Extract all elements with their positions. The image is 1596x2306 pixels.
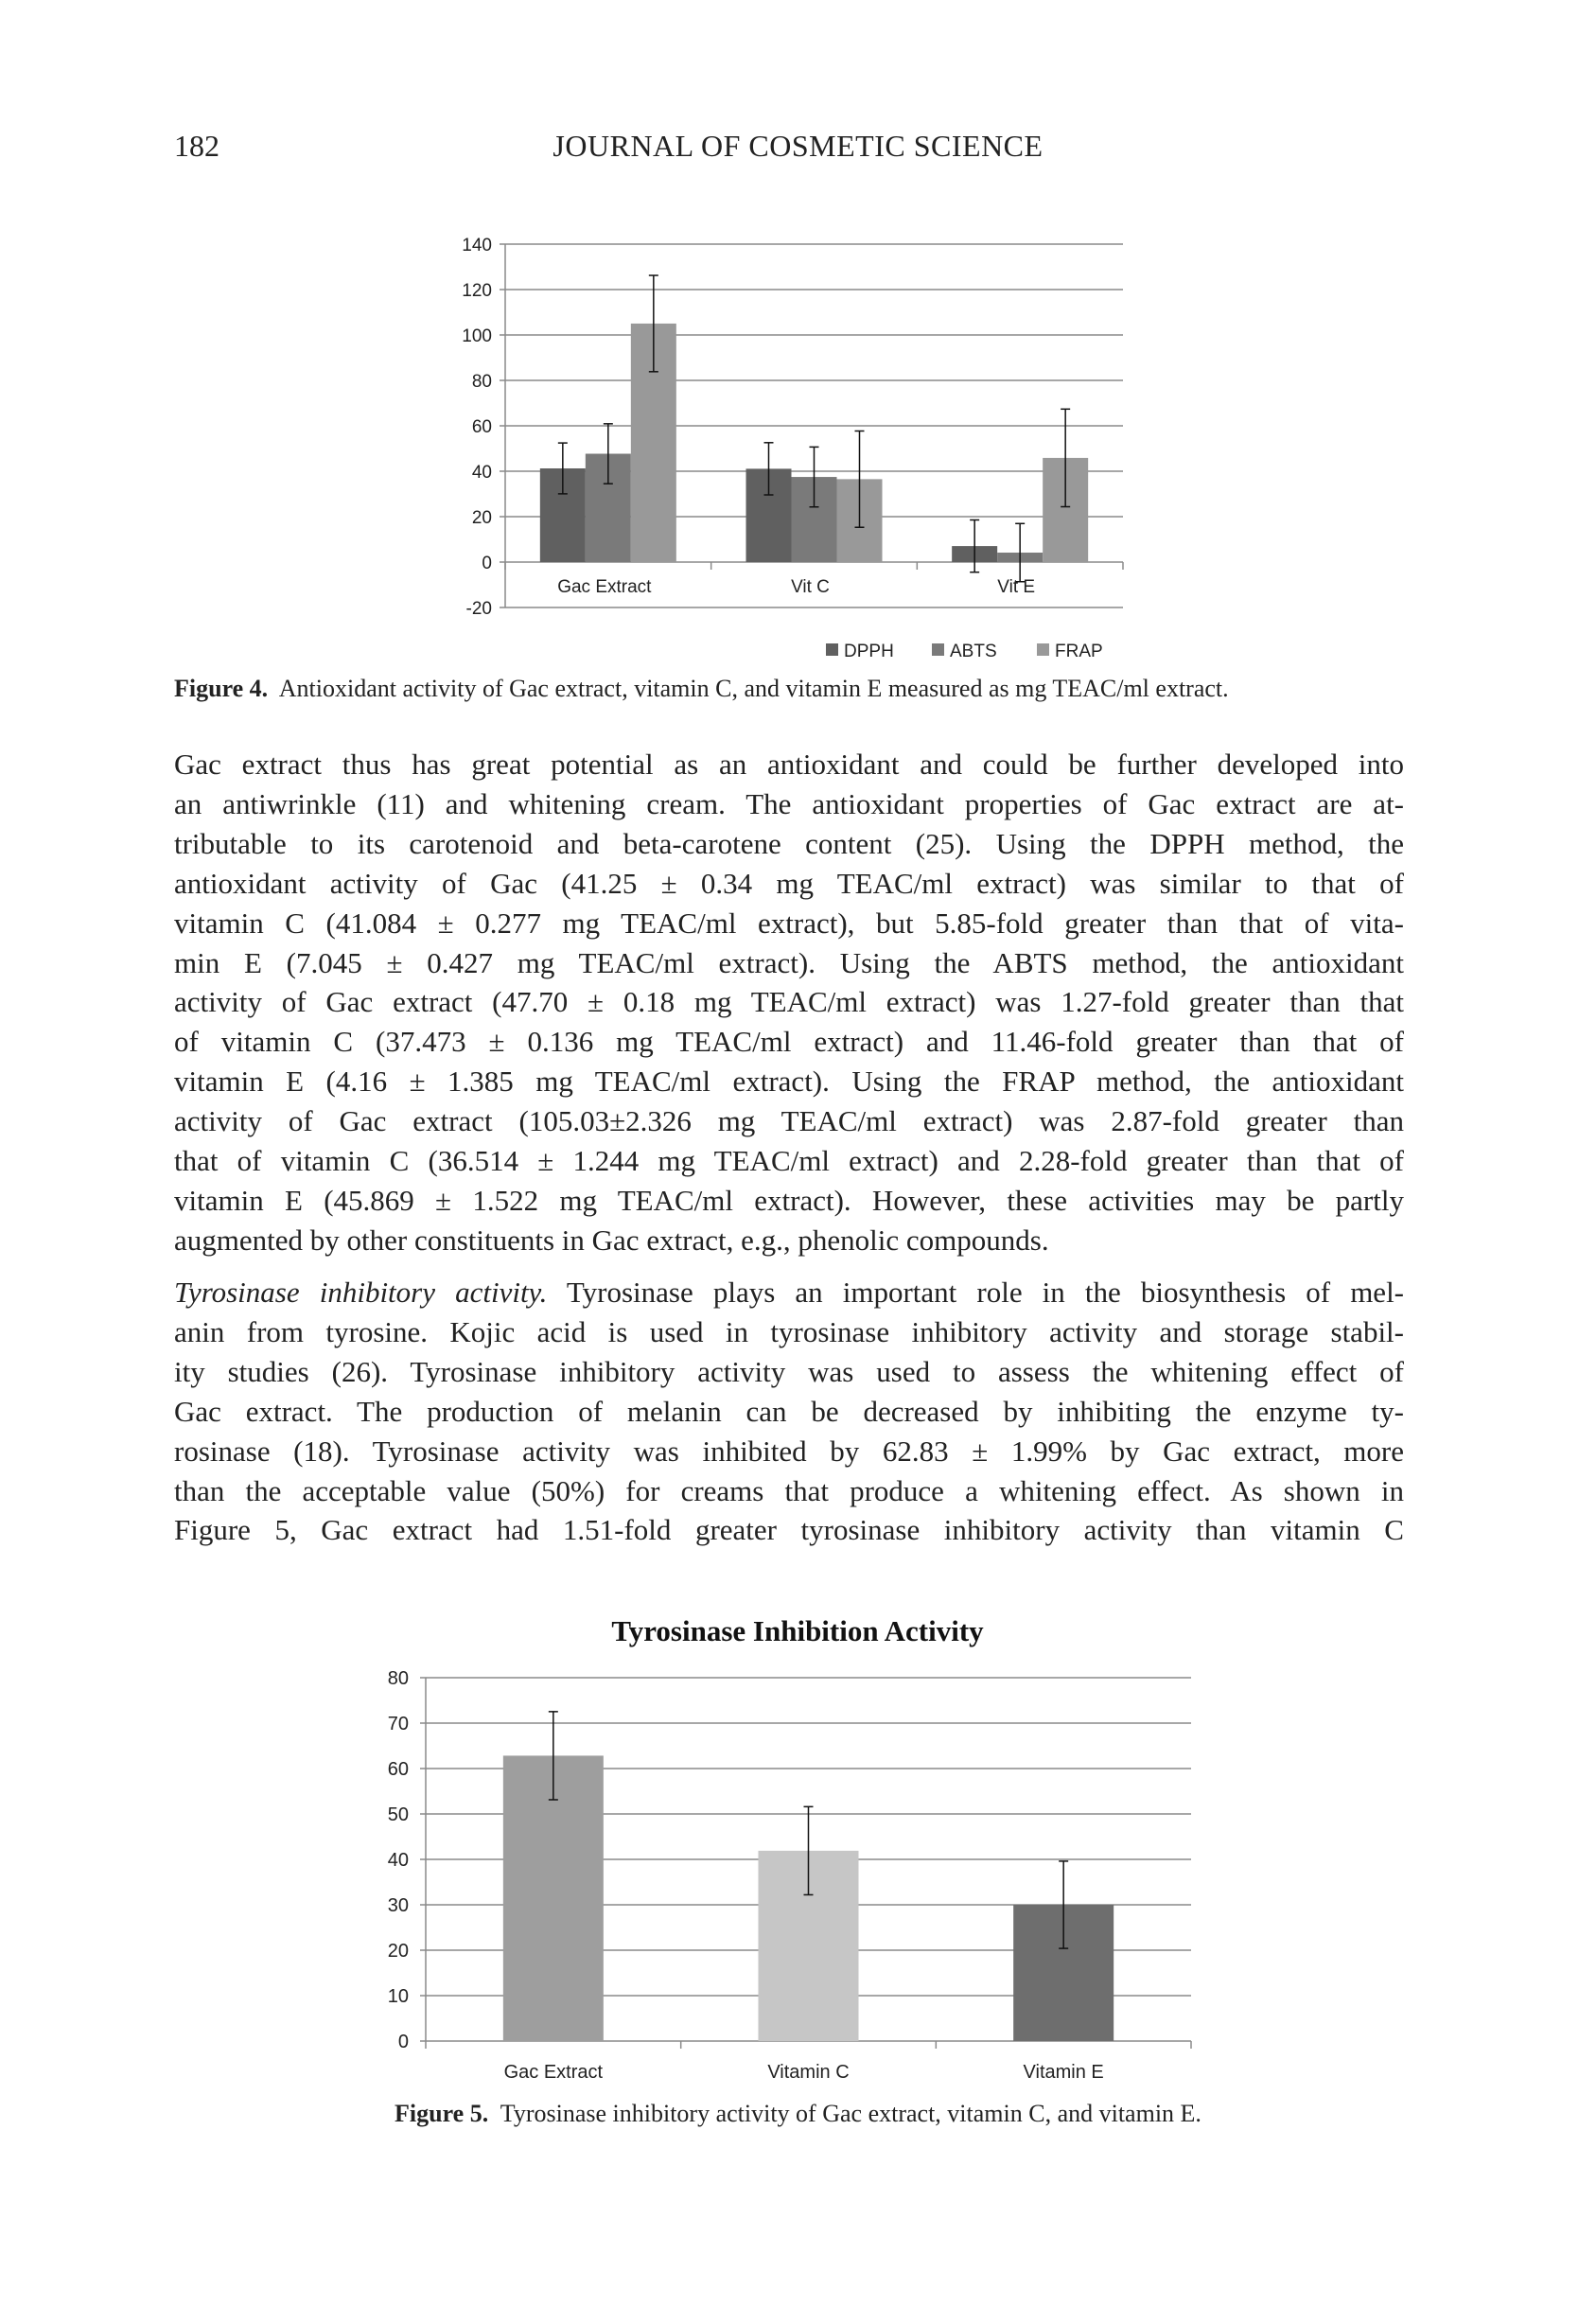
paragraph-line: that of vitamin C (36.514 ± 1.244 mg TEAC/ml extract) and 2.28-fold greater than that of [174, 1144, 1404, 1178]
paragraph-line: tributable to its carotenoid and beta-carotene content (25). Using the DPPH method, the [174, 826, 1404, 860]
body-paragraph-2 [174, 1273, 1404, 1550]
paragraph-line: of vitamin C (37.473 ± 0.136 mg TEAC/ml extract) and 11.46-fold greater than that of [174, 1025, 1404, 1059]
y-tick-label: 20 [471, 508, 492, 528]
x-category-label: Vitamin C [767, 2062, 850, 2083]
x-category-label: Vit C [791, 577, 830, 597]
figure4-caption [174, 675, 1404, 703]
x-category-label: Vit E [997, 577, 1036, 597]
y-tick-label: 70 [387, 1714, 409, 1734]
paragraph-line: ity studies (26). Tyrosinase inhibitory activity was used to assess the whitening effect of [174, 1354, 1404, 1388]
legend-label: ABTS [950, 642, 997, 661]
figure5-caption [0, 2100, 1596, 2128]
y-tick-label: 30 [387, 1895, 409, 1916]
legend-swatch [826, 643, 838, 656]
y-tick-label: 10 [387, 1986, 409, 2007]
y-tick-label: 20 [387, 1941, 409, 1962]
y-tick-label: 120 [462, 281, 492, 301]
paragraph-line: vitamin E (4.16 ± 1.385 mg TEAC/ml extract). Using the FRAP method, the antioxidant [174, 1065, 1404, 1099]
figure5-label: Figure 5. [395, 2100, 489, 2127]
paragraph-line: activity of Gac extract (47.70 ± 0.18 mg TEAC/ml extract) was 1.27-fold greater than that [174, 985, 1404, 1019]
y-tick-label: 40 [387, 1850, 409, 1871]
y-tick-label: 50 [387, 1804, 409, 1825]
paragraph-line: than the acceptable value (50%) for creams that produce a whitening effect. As shown in [174, 1473, 1404, 1507]
y-tick-label: 0 [482, 554, 492, 573]
paragraph-line: Figure 5, Gac extract had 1.51-fold greater tyrosinase inhibitory activity than vitamin C [174, 1513, 1404, 1547]
paragraph-line: Gac extract. The production of melanin can be decreased by inhibiting the enzyme ty- [174, 1394, 1404, 1428]
y-tick-label: -20 [465, 599, 492, 619]
y-tick-label: 60 [387, 1759, 409, 1780]
body-paragraph-1 [174, 745, 1404, 1260]
paragraph-line: anin from tyrosine. Kojic acid is used in tyrosinase inhibitory activity and storage stabil- [174, 1314, 1404, 1348]
paragraph-line: activity of Gac extract (105.03±2.326 mg TEAC/ml extract) was 2.87-fold greater than [174, 1104, 1404, 1138]
paragraph-line [174, 1273, 1404, 1312]
paragraph-line: rosinase (18). Tyrosinase activity was inhibited by 62.83 ± 1.99% by Gac extract, more [174, 1434, 1404, 1468]
y-tick-label: 140 [462, 236, 492, 255]
paragraph-line: vitamin E (45.869 ± 1.522 mg TEAC/ml extract). However, these activities may be partly [174, 1183, 1404, 1217]
legend-label: DPPH [844, 642, 894, 661]
y-tick-label: 40 [471, 463, 492, 483]
paragraph-line: min E (7.045 ± 0.427 mg TEAC/ml extract). Using the ABTS method, the antioxidant [174, 945, 1404, 979]
figure5-caption-text: Tyrosinase inhibitory activity of Gac extract, vitamin C, and vitamin E. [500, 2100, 1201, 2127]
y-tick-label: 60 [471, 417, 492, 437]
figure4-caption-text: Antioxidant activity of Gac extract, vitamin C, and vitamin E measured as mg TEAC/ml extract. [278, 675, 1229, 702]
y-tick-label: 80 [387, 1668, 409, 1689]
paragraph-line: an antiwrinkle (11) and whitening cream. The antioxidant properties of Gac extract are at- [174, 786, 1404, 820]
paragraph-line: augmented by other constituents in Gac extract, e.g., phenolic compounds. [174, 1223, 1049, 1257]
figure4-chart [0, 0, 1596, 681]
x-category-label: Gac Extract [503, 2062, 604, 2083]
y-tick-label: 0 [397, 2032, 409, 2052]
section-heading-tyrosinase: Tyrosinase inhibitory activity. [174, 1276, 548, 1309]
y-tick-label: 100 [462, 326, 492, 346]
chart-title: Tyrosinase Inhibition Activity [611, 1614, 984, 1647]
page-number: 182 [174, 129, 219, 163]
legend-swatch [932, 643, 944, 656]
running-head: JOURNAL OF COSMETIC SCIENCE [552, 129, 1044, 163]
paragraph-line-text: Tyrosinase plays an important role in the biosynthesis of mel- [547, 1276, 1404, 1309]
paragraph-line: vitamin C (41.084 ± 0.277 mg TEAC/ml extract), but 5.85-fold greater than that of vita- [174, 906, 1404, 940]
y-tick-label: 80 [471, 372, 492, 392]
legend-swatch [1037, 643, 1049, 656]
paragraph-line: antioxidant activity of Gac (41.25 ± 0.34 mg TEAC/ml extract) was similar to that of [174, 866, 1404, 900]
x-category-label: Gac Extract [557, 577, 652, 597]
figure5-chart [0, 1590, 1596, 2101]
figure4-label: Figure 4. [174, 675, 269, 702]
paragraph-line: Gac extract thus has great potential as an antioxidant and could be further developed into [174, 748, 1404, 781]
legend-label: FRAP [1055, 642, 1103, 661]
x-category-label: Vitamin E [1023, 2062, 1104, 2083]
